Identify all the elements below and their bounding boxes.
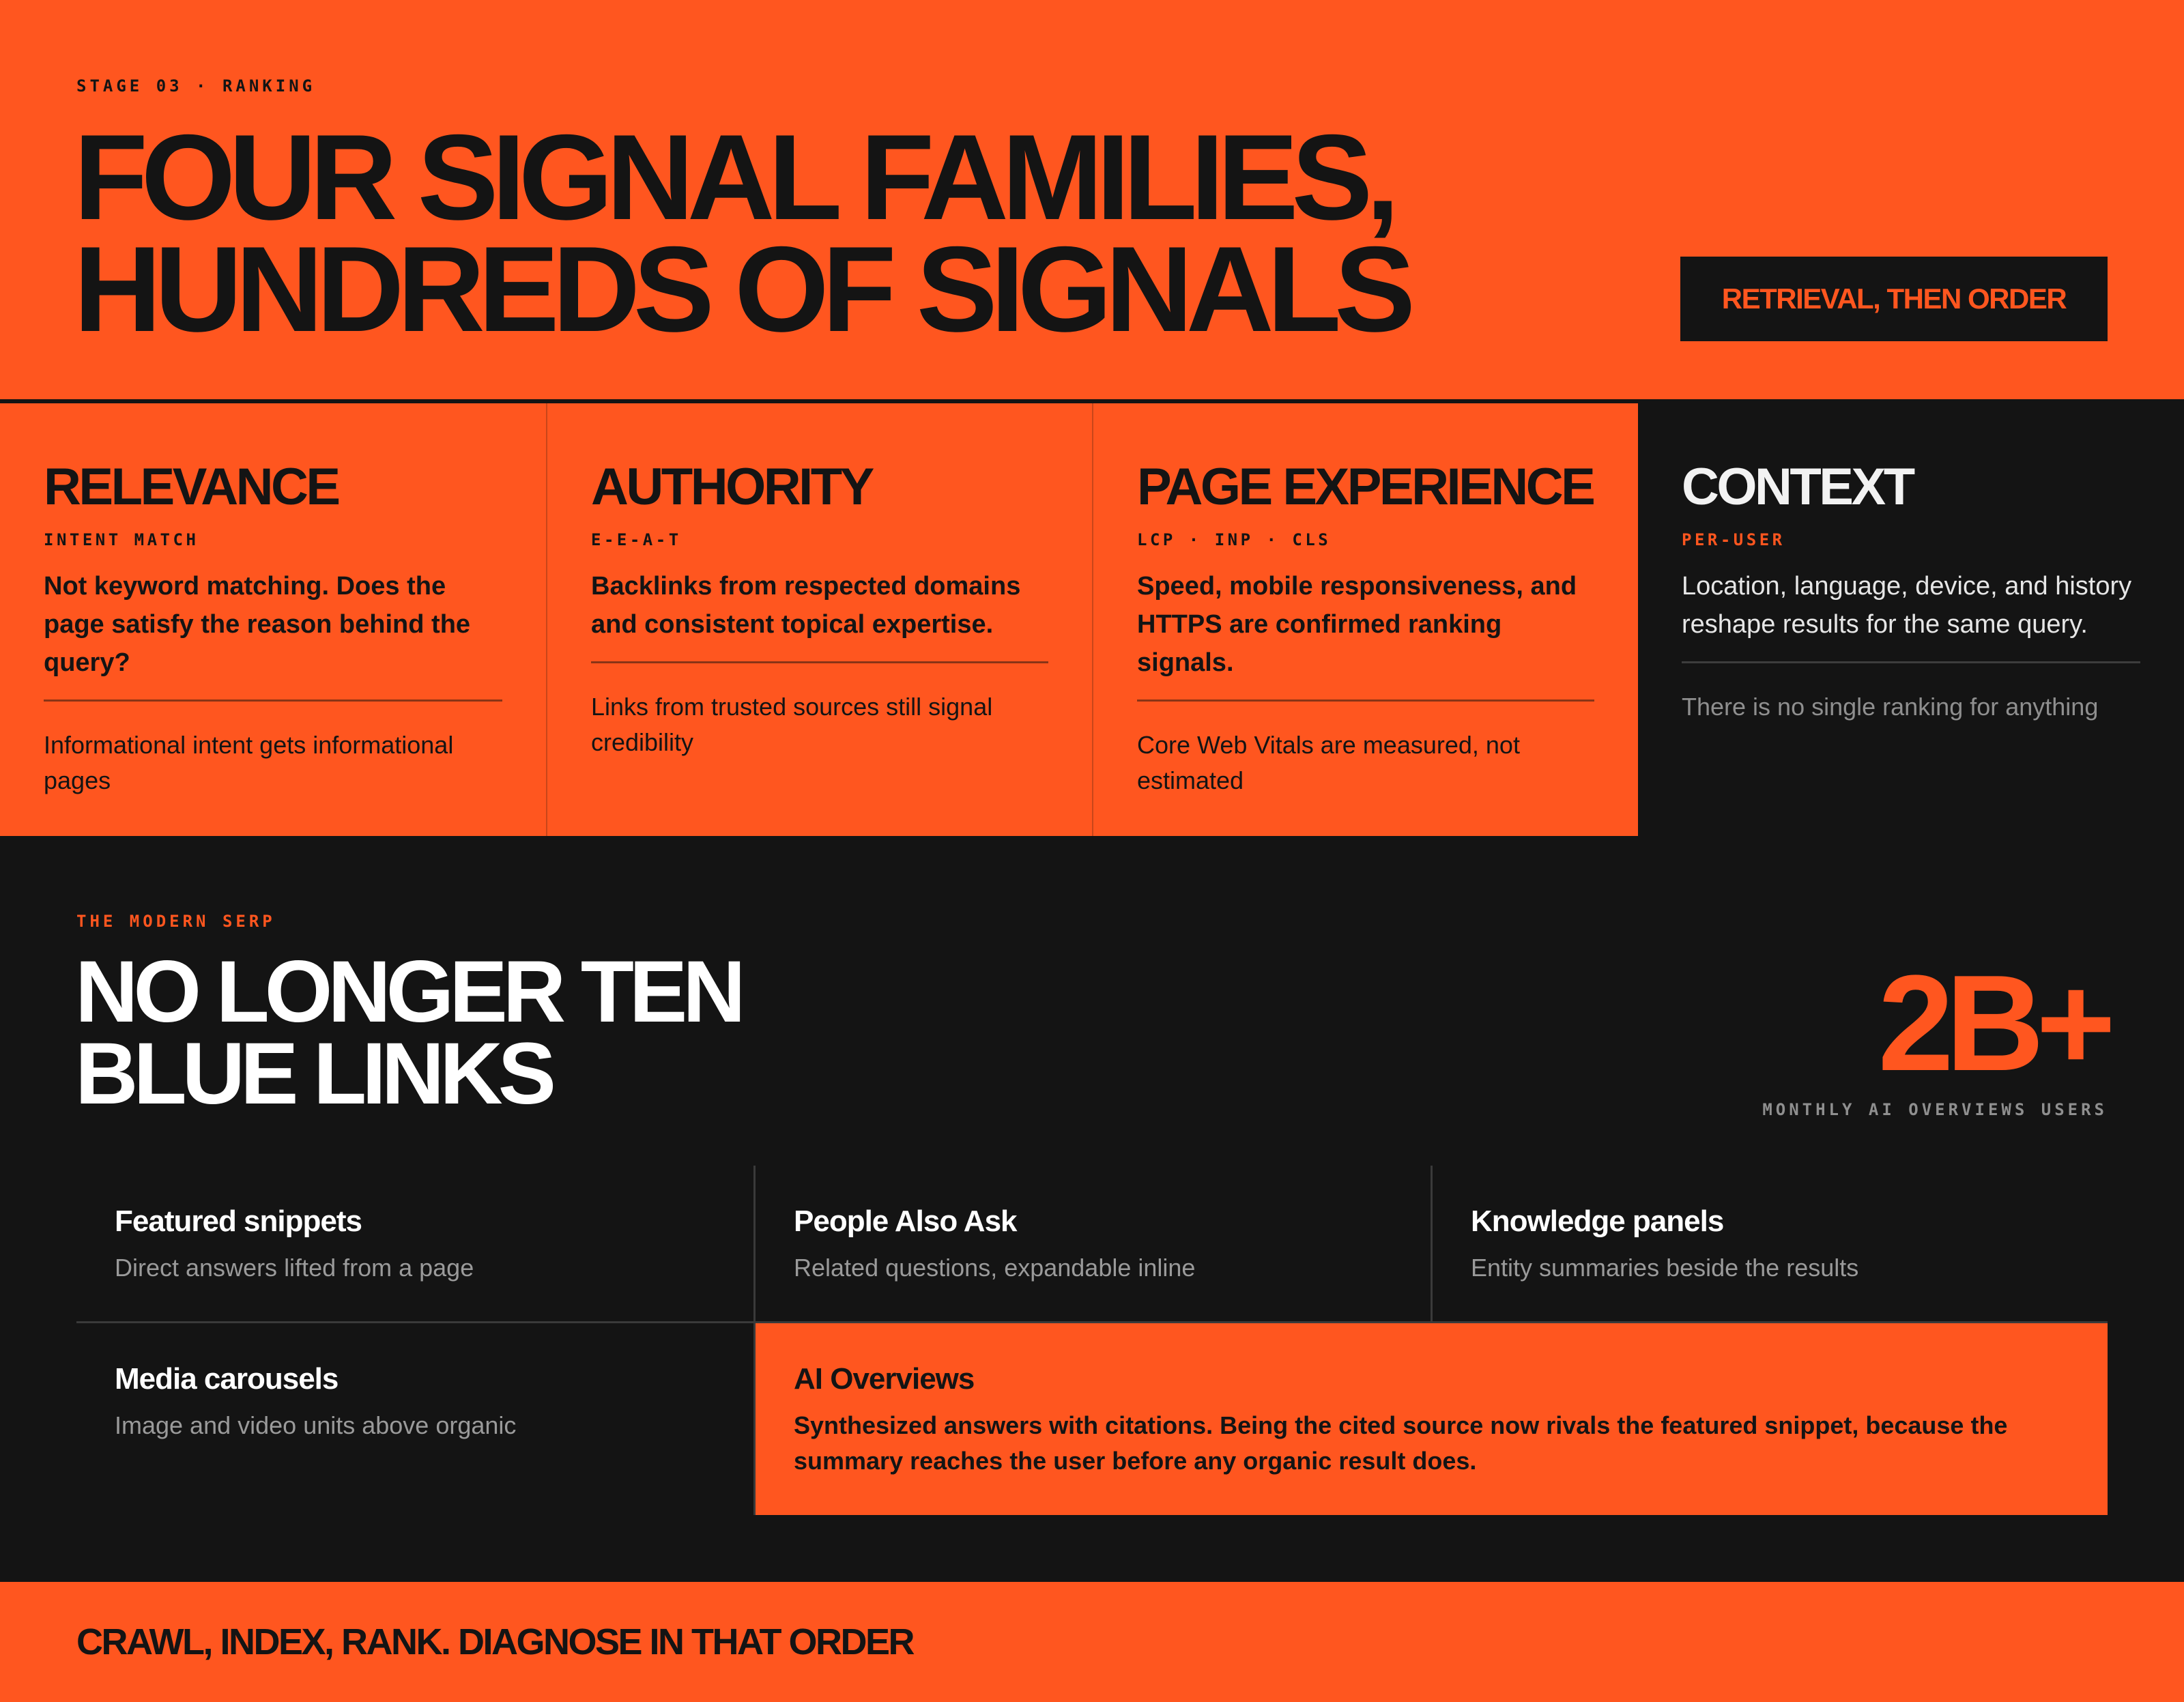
feature-media-carousels [76,1323,753,1515]
feature-description: Image and video units above organic [115,1411,517,1439]
family-code: PER-USER [1682,530,1785,549]
serp-title: NO LONGER TEN BLUE LINKS [75,943,741,1123]
family-code: E-E-A-T [591,530,682,549]
family-title: PAGE EXPERIENCE [1137,458,1594,516]
family-note: Links from trusted sources still signal credibility [591,693,993,756]
feature-name: Knowledge panels [1471,1205,1724,1238]
feature-description: Direct answers lifted from a page [115,1254,474,1282]
family-card-context [1638,403,2184,836]
feature-name: Media carousels [115,1362,339,1396]
feature-description: Entity summaries beside the results [1471,1254,1859,1282]
family-divider [591,661,1048,663]
family-card-page-experience [1092,403,1638,836]
family-description: Location, language, device, and history reshape results for the same query. [1682,572,2132,639]
footer-bar [0,1582,2184,1702]
family-title: CONTEXT [1682,458,1913,516]
family-description: Not keyword matching. Does the page satisfy the reason behind the query? [44,572,471,677]
stat-value: 2B+ [1878,947,2108,1099]
family-description: Backlinks from respected domains and consistent topical expertise. [591,572,1021,639]
family-divider [44,699,502,702]
serp-feature-grid [76,1166,2108,1515]
family-note: Core Web Vitals are measured, not estimated [1137,731,1520,794]
serp-eyebrow: THE MODERN SERP [76,912,276,931]
signal-families [0,403,2184,836]
feature-name: AI Overviews [794,1362,975,1396]
family-title: AUTHORITY [591,458,872,516]
family-card-authority [546,403,1092,836]
feature-knowledge-panels [1433,1166,2108,1321]
feature-ai-overviews [756,1323,2108,1515]
footer-text: CRAWL, INDEX, RANK. DIAGNOSE IN THAT ORDER [76,1621,914,1662]
family-code: INTENT MATCH [44,530,199,549]
feature-description: Synthesized answers with citations. Being the cited source now rivals the featured snippet, because the summary reaches the user before any organic result does. [794,1411,2008,1475]
family-card-relevance [0,403,546,836]
family-note: There is no single ranking for anything [1682,693,2099,721]
family-title: RELEVANCE [44,458,339,516]
family-note: Informational intent gets informational pages [44,731,454,794]
stage-eyebrow: STAGE 03 · RANKING [76,76,316,96]
family-divider [1137,699,1594,702]
family-divider [1682,661,2140,663]
feature-name: People Also Ask [794,1205,1017,1238]
stat-label: MONTHLY AI OVERVIEWS USERS [1762,1100,2108,1119]
page-title: FOUR SIGNAL FAMILIES, HUNDREDS OF SIGNALS [74,109,1409,357]
retrieval-tag: RETRIEVAL, THEN ORDER [1680,257,2108,341]
feature-name: Featured snippets [115,1205,362,1238]
feature-people-also-ask [756,1166,1431,1321]
hero-section [0,0,2184,399]
feature-featured-snippets [76,1166,753,1321]
feature-description: Related questions, expandable inline [794,1254,1196,1282]
family-description: Speed, mobile responsiveness, and HTTPS are confirmed ranking signals. [1137,572,1577,677]
family-code: LCP · INP · CLS [1137,530,1332,549]
